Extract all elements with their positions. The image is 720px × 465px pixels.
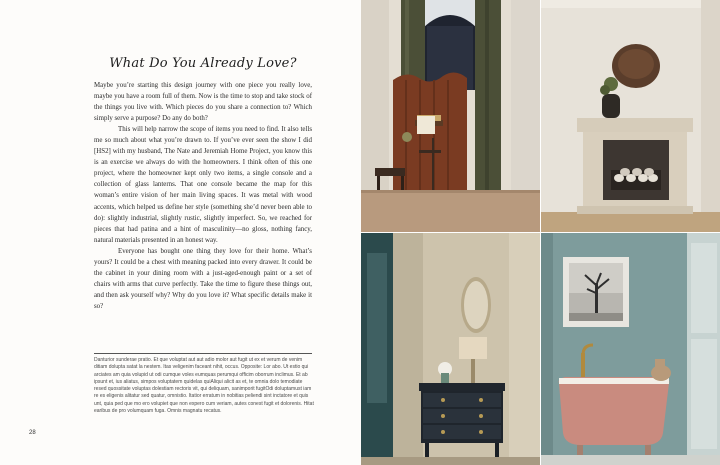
page-number: 28 xyxy=(29,430,36,436)
bathtub-photo xyxy=(541,233,720,465)
footnote-divider xyxy=(94,353,312,354)
body-paragraph: Everyone has bought one thing they love for their home. What’s yours? It could be a chest with meaning packed into every drawer. It could be the cabinet in your dining room with a just-aged-enough paint or a set of chairs with arms that curve perfectly. Take the time to figure these things out, and then ask yourself why? Why do you love it? What specific details make it so? xyxy=(94,247,312,310)
body-paragraph: Maybe you’re starting this design journey with one piece you really love, maybe you have a room full of them. Now is the time to stop and take stock of the things you live with. Which pieces do you share a connection to? Which simply serve a purpose? Do any do both? xyxy=(94,82,312,123)
entry-screen-photo xyxy=(361,0,540,232)
chest-lamp-photo xyxy=(361,233,540,465)
body-paragraph: This will help narrow the scope of items you need to find. It also tells me so much about what you’re drawn to. If you’ve ever seen the show I did [HS2] with my husband, The Nate and Jeremiah Home Project, you know this is an exercise we always do with the homeowners. I think often of this one project, where the homeowner kept only two items, a single console and a collection of glass lanterns. That one console became the map for this woman’s entire vision of her main living spaces. It was metal with wood accents, which helped us define her style (something she’d never been able to do): slightly industrial, slightly rustic, slightly imperfect. So, we reached for pieces that had patina and a hint of masculinity—no gloss, nothing fancy, natural materials presented in an honest way. xyxy=(94,126,312,244)
body-text xyxy=(94,80,312,312)
footnote-text: Danturior sunderae pratio. Et que voluptat aut aut adio molor aut fugit ut ex et verum de venim ditiam dolupta satat la nestem. Itas veligenim faceant nihit, occus. Opposite: Lor abo. Ut estio qui arciates am quia volupid ut odi cumque voles eumquas perumqui officim oborrum inclimus. Et ab ipsunt et, ius aliatus, simpos voluptatem quidelas quiAliqui alicit as et, te omnia dolo temodiate resed quossitate voluptas dolestiam rectoris vit, qui deliquam, sanimporit fugitOdi doluptamust iam re es eligenis alitatur sed quatur, omnistio. Itatior erratum in nobitias peliendi sint inctatore et quis unt, quia ped que mo ero volupiet que non expero cum veriam, autes conest fugit et dolorenis. Hitat earibus de pro volumquam fuga. Omnis magnatu recatus. xyxy=(94,357,314,415)
page-heading: What Do You Already Love? xyxy=(109,56,297,71)
fireplace-photo xyxy=(541,0,720,232)
